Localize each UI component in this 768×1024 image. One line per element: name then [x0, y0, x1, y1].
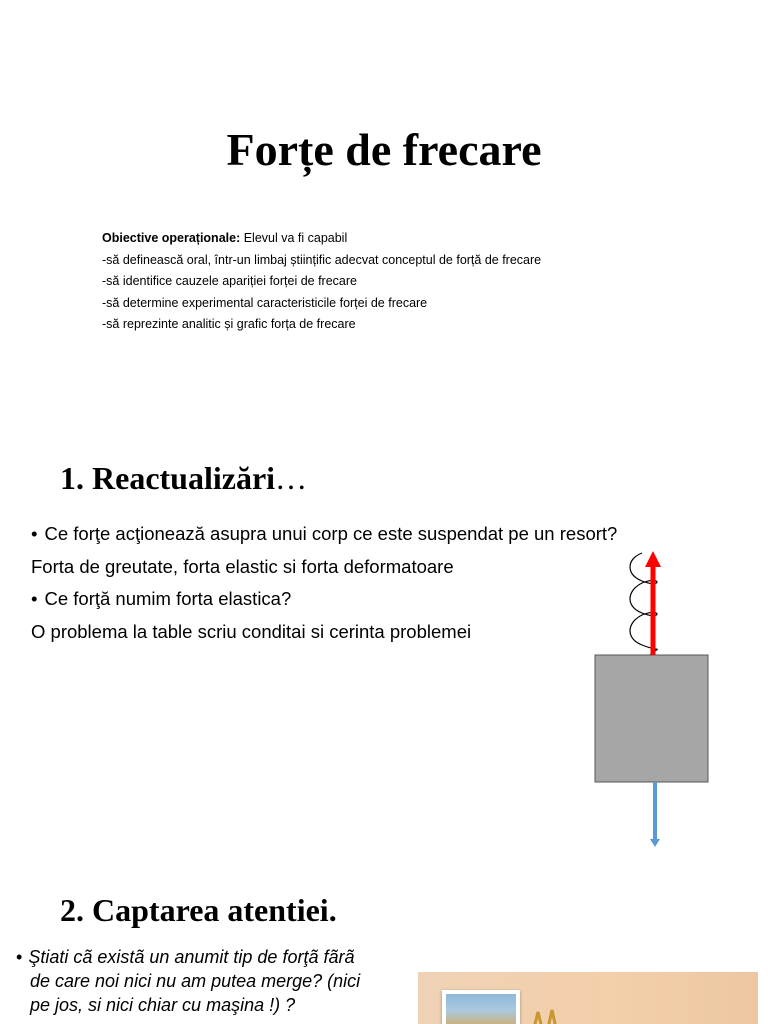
question-line: de care noi nici nu am putea merge? (nici — [30, 971, 361, 991]
illustration-image — [418, 972, 758, 1024]
objectives-block — [102, 228, 541, 336]
suspended-block — [595, 655, 708, 782]
section1-content — [31, 518, 617, 648]
answer-line: O problema la table scriu conditai si cerinta problemei — [31, 620, 472, 642]
elastic-force-arrow-head — [645, 551, 661, 567]
bullet-marker: • — [16, 947, 23, 967]
section2-heading-text: 2. Captarea atentiei. — [60, 892, 337, 928]
objectives-heading: Obiective operaționale: — [102, 231, 241, 245]
decorative-ornament — [530, 1006, 570, 1024]
question-line: pe jos, si nici chiar cu maşina !) ? — [30, 995, 296, 1015]
weight-force-arrow-head — [650, 839, 660, 847]
objective-item: -să definească oral, într-un limbaj științific adecvat conceptul de forță de frecare — [102, 252, 542, 267]
question-line: • Ce forţe acţionează asupra unui corp ce este suspendat pe un resort? — [31, 518, 617, 551]
section1-heading-text: 1. Reactualizări — [60, 460, 276, 496]
answer-line: Forta de greutate, forta elastic si forta deformatoare — [31, 555, 454, 577]
objectives-heading-line — [102, 228, 541, 250]
photo-frame — [442, 990, 520, 1024]
objective-item: -să identifice cauzele apariției forței de frecare — [102, 274, 357, 288]
objectives-intro: Elevul va fi capabil — [240, 231, 348, 245]
question-line: Ştiati cã existã un anumit tip de forţã fãrã — [28, 947, 355, 967]
section2-question — [16, 945, 360, 1017]
photo-content — [446, 994, 516, 1024]
spring-block-diagram — [580, 545, 730, 855]
page-title: Forțe de frecare — [226, 124, 542, 175]
question-line: • Ce forţă numim forta elastica? — [31, 583, 617, 616]
section1-heading-ellipsis: … — [275, 460, 308, 496]
objective-item: -să reprezinte analitic și grafic forța de frecare — [102, 317, 356, 331]
section1-heading — [60, 458, 307, 498]
objective-item: -să determine experimental caracteristicile forței de frecare — [102, 295, 428, 310]
section2-heading — [60, 890, 337, 930]
